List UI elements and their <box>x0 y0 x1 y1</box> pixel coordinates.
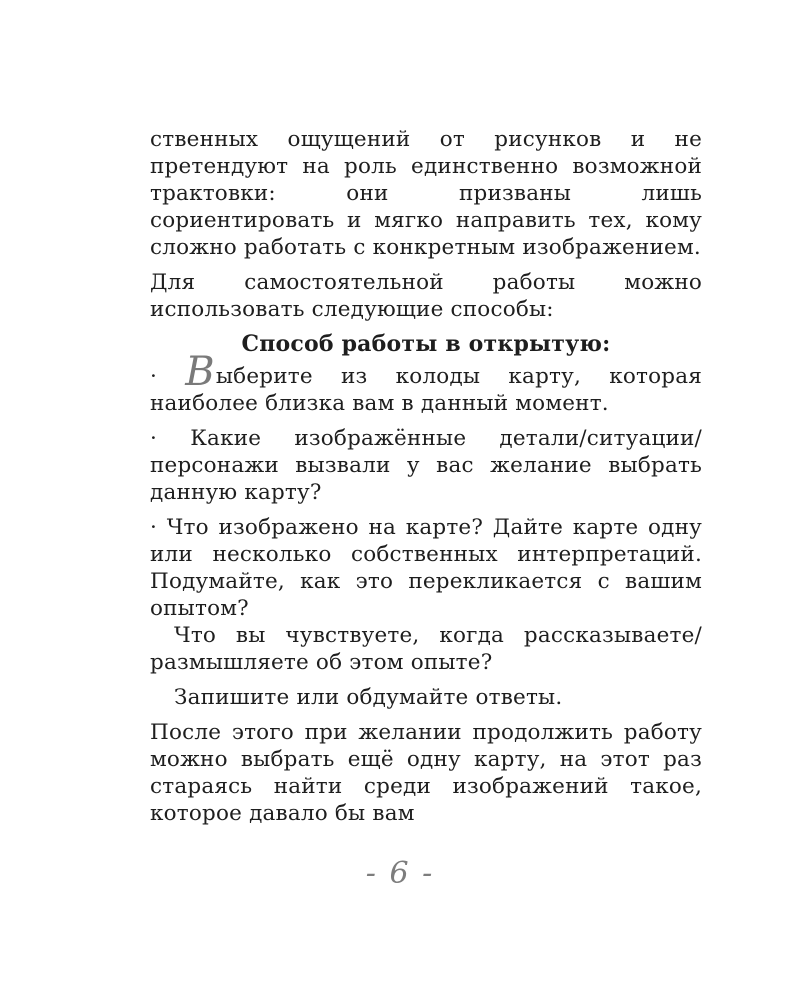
bullet-item-3: · Что изображено на карте? Дайте карте одну или несколько собственных интерпретаций. Подумайте, как это перекликается с вашим опытом? <box>150 515 702 621</box>
paragraph-after: После этого при желании продолжить работу можно выбрать ещё одну карту, на этот раз стараясь найти среди изображений такое, которое давало бы вам <box>150 720 702 826</box>
section-heading: Способ работы в открытую: <box>241 331 611 357</box>
bullet-item-2: · Какие изображённые детали/ситуации/персонажи вызвали у вас желание выбрать данную карту? <box>150 426 702 505</box>
bullet-item-1 <box>150 349 702 417</box>
page-text <box>150 126 702 827</box>
bullet-item-1-text: ыберите из колоды карту, которая наиболее близка вам в данный момент. <box>150 364 702 416</box>
paragraph-continuation: ственных ощущений от рисунков и не претендуют на роль единственно возможной трактовки: они призваны лишь сориентировать и мягко направить тех, кому сложно работать с конкретным изображением. <box>150 127 702 260</box>
paragraph-write: Запишите или обдумайте ответы. <box>174 685 563 710</box>
bullet-marker: · <box>150 364 186 389</box>
paragraph-feel: Что вы чувствуете, когда рассказываете/размышляете об этом опыте? <box>150 623 702 675</box>
paragraph-intro: Для самостоятельной работы можно использовать следующие способы: <box>150 270 702 322</box>
drop-cap-letter: В <box>185 349 215 395</box>
page-number: - 6 - <box>365 856 435 891</box>
